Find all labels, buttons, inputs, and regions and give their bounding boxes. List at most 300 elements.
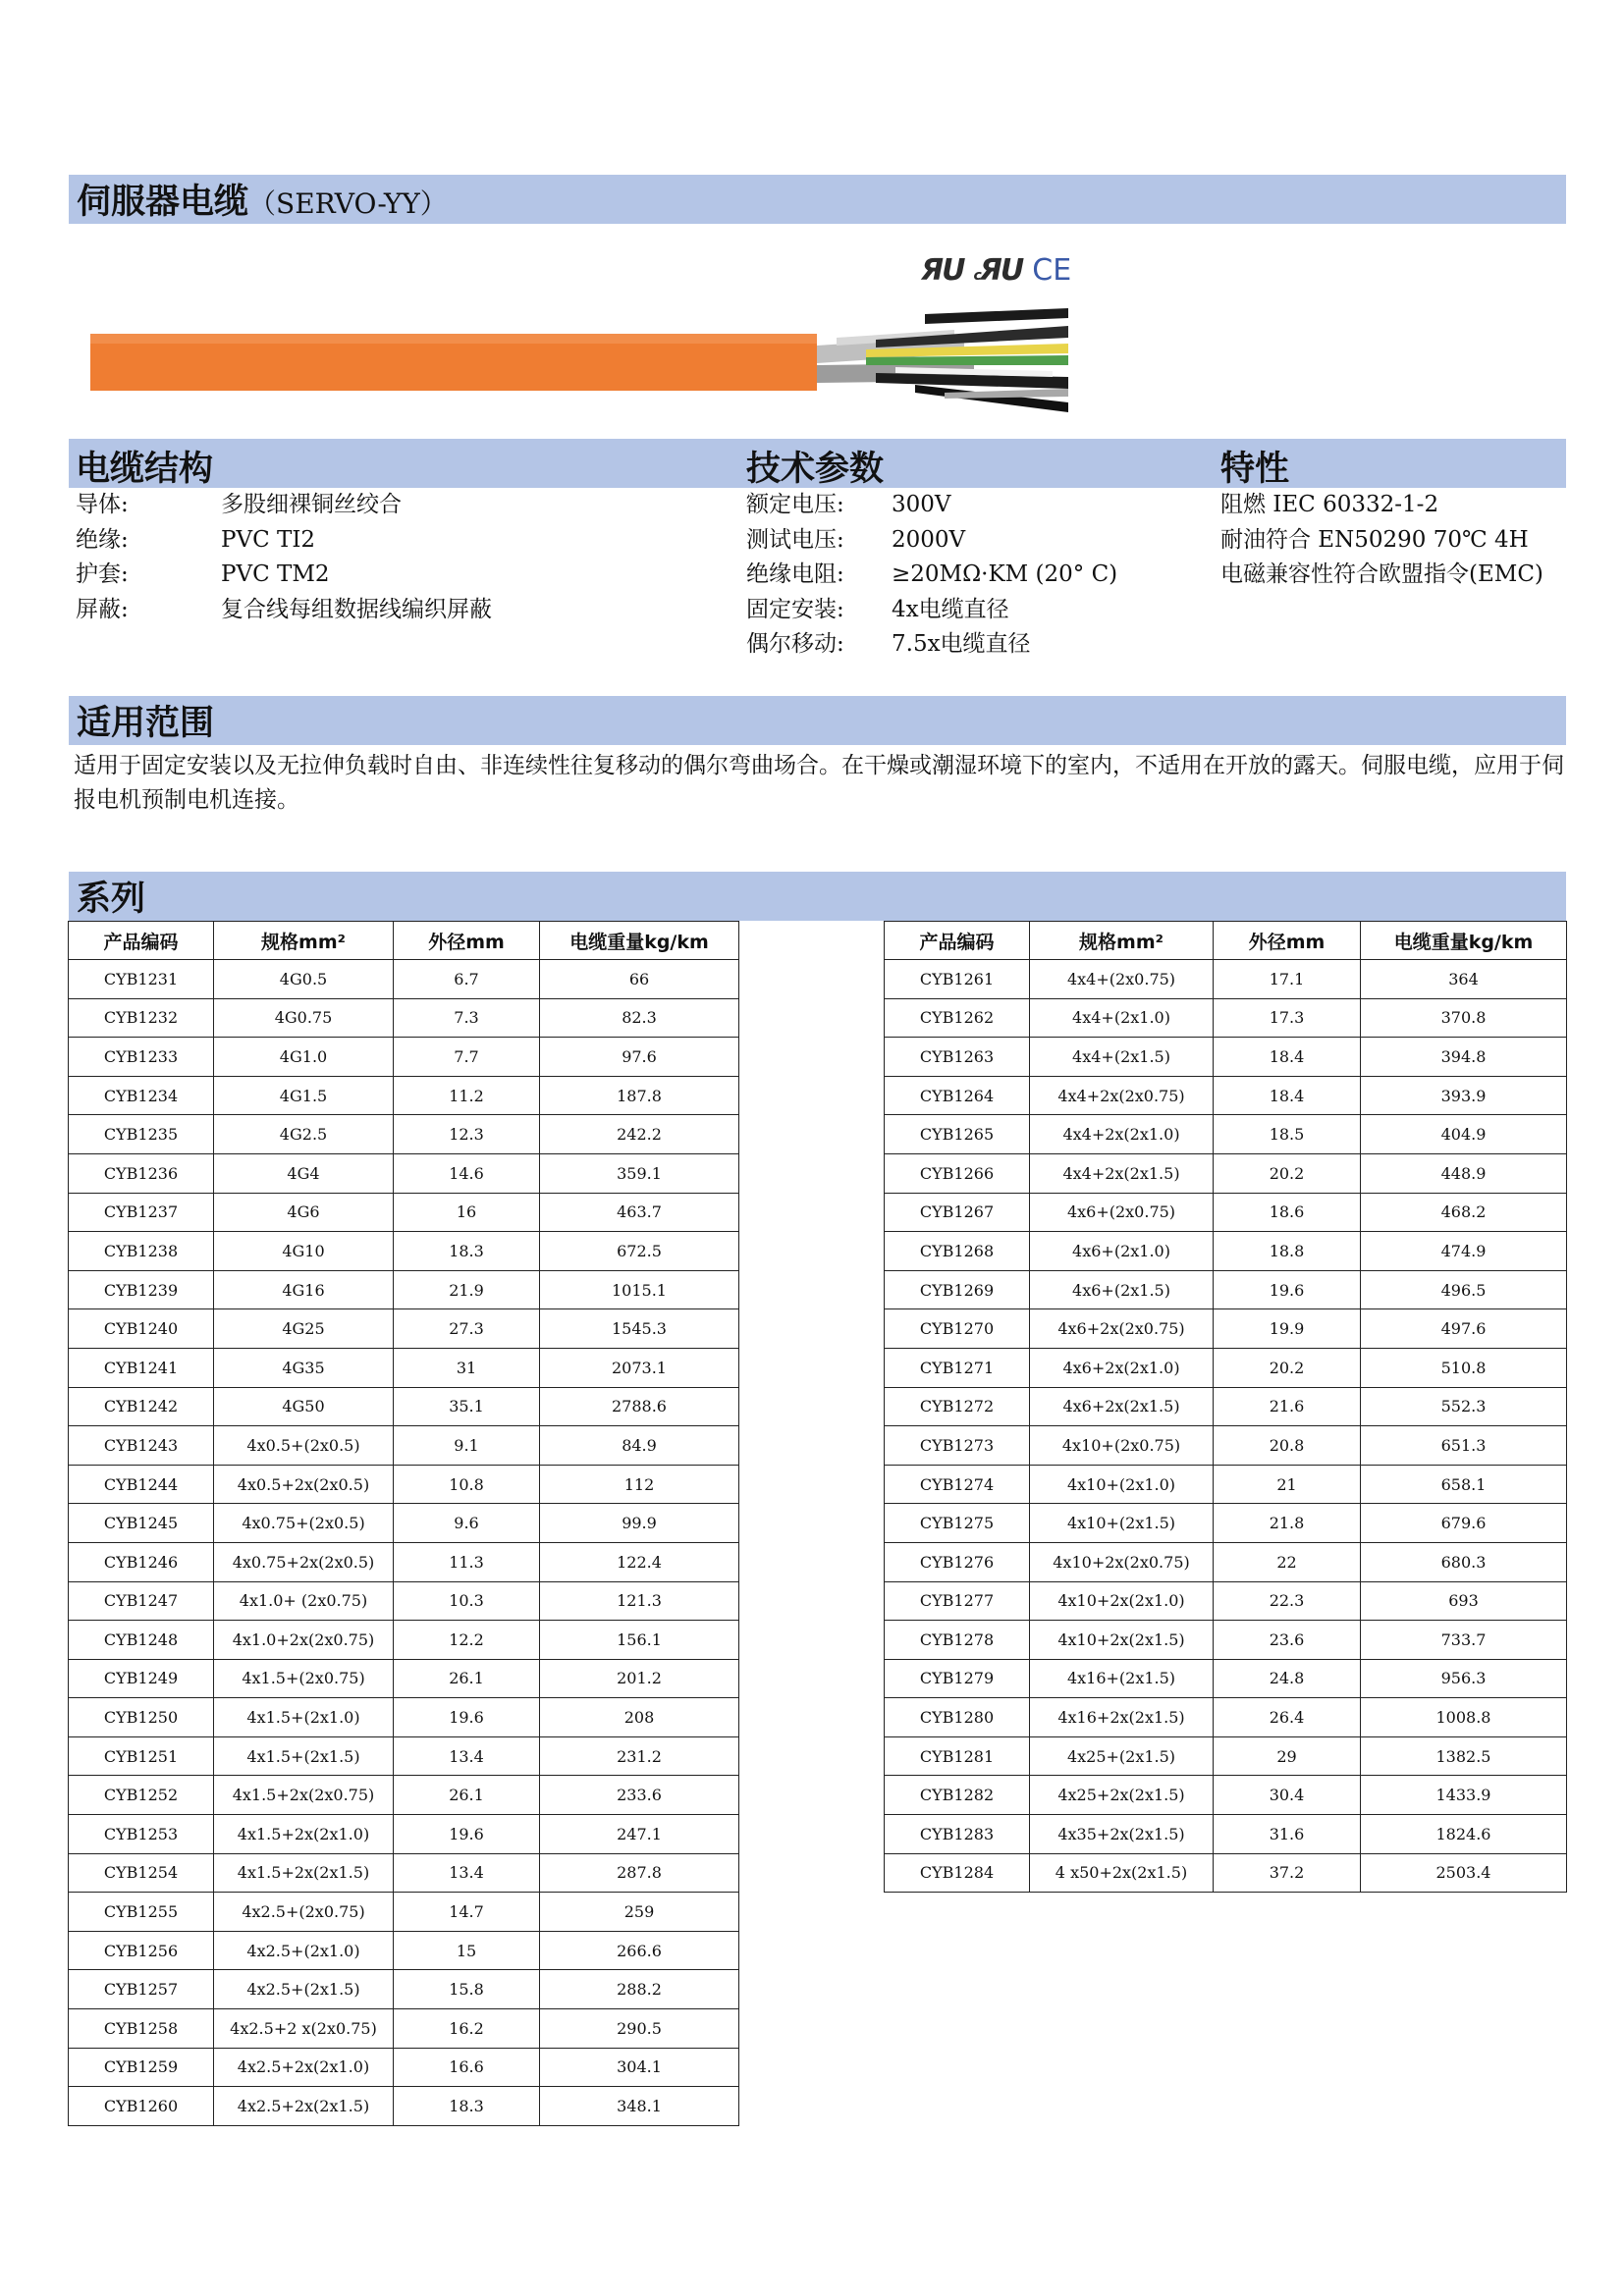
weight-cell: 348.1 xyxy=(540,2087,739,2126)
product-code-cell: CYB1271 xyxy=(885,1348,1030,1387)
table-row xyxy=(885,1193,1567,1232)
weight-cell: 463.7 xyxy=(540,1193,739,1232)
table-row xyxy=(69,1621,739,1660)
weight-cell: 448.9 xyxy=(1361,1153,1567,1193)
weight-cell: 233.6 xyxy=(540,1776,739,1815)
weight-cell: 304.1 xyxy=(540,2048,739,2087)
table-row xyxy=(885,1038,1567,1077)
spec-cell: 4 x50+2x(2x1.5) xyxy=(1030,1853,1214,1893)
weight-cell: 651.3 xyxy=(1361,1426,1567,1466)
cable-cores xyxy=(866,308,1068,412)
outer-diameter-cell: 18.8 xyxy=(1214,1232,1361,1271)
spec-cell: 4G25 xyxy=(214,1309,394,1349)
product-code-cell: CYB1242 xyxy=(69,1387,214,1426)
table-row xyxy=(885,1115,1567,1154)
product-code-cell: CYB1233 xyxy=(69,1038,214,1077)
outer-diameter-cell: 18.4 xyxy=(1214,1076,1361,1115)
weight-cell: 1824.6 xyxy=(1361,1815,1567,1854)
table-row xyxy=(885,1270,1567,1309)
product-code-cell: CYB1253 xyxy=(69,1815,214,1854)
weight-cell: 364 xyxy=(1361,960,1567,999)
table-row xyxy=(885,960,1567,999)
series-table-left xyxy=(68,921,739,2126)
cable-illustration xyxy=(90,294,1068,420)
product-code-cell: CYB1276 xyxy=(885,1542,1030,1581)
spec-cell: 4x6+2x(2x1.0) xyxy=(1030,1348,1214,1387)
product-code-cell: CYB1240 xyxy=(69,1309,214,1349)
weight-cell: 156.1 xyxy=(540,1621,739,1660)
table-row xyxy=(885,1736,1567,1776)
spec-cell: 4x4+(2x0.75) xyxy=(1030,960,1214,999)
usage-header: 适用范围 xyxy=(77,704,215,743)
table-row xyxy=(885,1542,1567,1581)
weight-cell: 1008.8 xyxy=(1361,1698,1567,1737)
spec-cell: 4x10+(2x0.75) xyxy=(1030,1426,1214,1466)
table-row xyxy=(69,1659,739,1698)
spec-cell: 4x1.5+2x(2x0.75) xyxy=(214,1776,394,1815)
technical-row: 固定安装: 4x电缆直径 xyxy=(746,596,1009,622)
spec-cell: 4G0.75 xyxy=(214,998,394,1038)
outer-diameter-cell: 11.2 xyxy=(394,1076,540,1115)
outer-diameter-cell: 26.1 xyxy=(394,1776,540,1815)
table-row xyxy=(69,1970,739,2009)
weight-cell: 208 xyxy=(540,1698,739,1737)
spec-cell: 4x4+2x(2x0.75) xyxy=(1030,1076,1214,1115)
structure-list xyxy=(76,488,492,627)
spec-cell: 4x1.0+2x(2x0.75) xyxy=(214,1621,394,1660)
table-row xyxy=(69,1815,739,1854)
product-code-cell: CYB1264 xyxy=(885,1076,1030,1115)
outer-diameter-cell: 13.4 xyxy=(394,1736,540,1776)
product-code-cell: CYB1270 xyxy=(885,1309,1030,1349)
spec-cell: 4x0.75+2x(2x0.5) xyxy=(214,1542,394,1581)
weight-cell: 84.9 xyxy=(540,1426,739,1466)
outer-diameter-cell: 21.6 xyxy=(1214,1387,1361,1426)
spec-cell: 4G6 xyxy=(214,1193,394,1232)
table-row xyxy=(69,1193,739,1232)
product-code-cell: CYB1269 xyxy=(885,1270,1030,1309)
table-row xyxy=(69,2048,739,2087)
outer-diameter-cell: 21 xyxy=(1214,1465,1361,1504)
outer-diameter-cell: 18.4 xyxy=(1214,1038,1361,1077)
product-code-cell: CYB1257 xyxy=(69,1970,214,2009)
weight-cell: 97.6 xyxy=(540,1038,739,1077)
outer-diameter-cell: 13.4 xyxy=(394,1853,540,1893)
structure-row: 屏蔽: 复合线每组数据线编织屏蔽 xyxy=(76,596,492,622)
outer-diameter-cell: 14.6 xyxy=(394,1153,540,1193)
spec-cell: 4x10+(2x1.5) xyxy=(1030,1504,1214,1543)
table-row xyxy=(69,2087,739,2126)
weight-cell: 1015.1 xyxy=(540,1270,739,1309)
table-row xyxy=(885,1815,1567,1854)
outer-diameter-cell: 10.3 xyxy=(394,1581,540,1621)
outer-diameter-cell: 24.8 xyxy=(1214,1659,1361,1698)
product-code-cell: CYB1273 xyxy=(885,1426,1030,1466)
weight-cell: 370.8 xyxy=(1361,998,1567,1038)
table-row xyxy=(885,1504,1567,1543)
weight-cell: 2073.1 xyxy=(540,1348,739,1387)
table-row xyxy=(69,1893,739,1932)
spec-cell: 4G16 xyxy=(214,1270,394,1309)
spec-cell: 4x16+2x(2x1.5) xyxy=(1030,1698,1214,1737)
product-code-cell: CYB1274 xyxy=(885,1465,1030,1504)
outer-diameter-cell: 18.6 xyxy=(1214,1193,1361,1232)
table-row xyxy=(69,2009,739,2049)
outer-diameter-cell: 22.3 xyxy=(1214,1581,1361,1621)
weight-cell: 66 xyxy=(540,960,739,999)
outer-diameter-cell: 27.3 xyxy=(394,1309,540,1349)
table-row xyxy=(885,1076,1567,1115)
technical-row: 测试电压: 2000V xyxy=(746,526,966,553)
weight-cell: 733.7 xyxy=(1361,1621,1567,1660)
table-row xyxy=(69,1776,739,1815)
outer-diameter-cell: 18.3 xyxy=(394,1232,540,1271)
outer-diameter-cell: 20.8 xyxy=(1214,1426,1361,1466)
spec-cell: 4x4+2x(2x1.5) xyxy=(1030,1153,1214,1193)
table-row xyxy=(69,1270,739,1309)
weight-cell: 99.9 xyxy=(540,1504,739,1543)
weight-cell: 672.5 xyxy=(540,1232,739,1271)
header-spec: 规格mm² xyxy=(1030,922,1214,960)
outer-diameter-cell: 9.1 xyxy=(394,1426,540,1466)
outer-diameter-cell: 16.6 xyxy=(394,2048,540,2087)
spec-cell: 4x6+(2x0.75) xyxy=(1030,1193,1214,1232)
product-code-cell: CYB1241 xyxy=(69,1348,214,1387)
spec-cell: 4x0.5+(2x0.5) xyxy=(214,1426,394,1466)
spec-cell: 4x35+2x(2x1.5) xyxy=(1030,1815,1214,1854)
spec-cell: 4x1.5+(2x1.5) xyxy=(214,1736,394,1776)
spec-cell: 4x4+2x(2x1.0) xyxy=(1030,1115,1214,1154)
spec-cell: 4G35 xyxy=(214,1348,394,1387)
weight-cell: 552.3 xyxy=(1361,1387,1567,1426)
product-code-cell: CYB1235 xyxy=(69,1115,214,1154)
structure-row: 绝缘: PVC TI2 xyxy=(76,526,316,553)
outer-diameter-cell: 19.6 xyxy=(394,1698,540,1737)
structure-header: 电缆结构 xyxy=(76,450,214,489)
weight-cell: 112 xyxy=(540,1465,739,1504)
spec-cell: 4x0.5+2x(2x0.5) xyxy=(214,1465,394,1504)
spec-cell: 4G4 xyxy=(214,1153,394,1193)
weight-cell: 247.1 xyxy=(540,1815,739,1854)
weight-cell: 497.6 xyxy=(1361,1309,1567,1349)
product-code-cell: CYB1256 xyxy=(69,1931,214,1970)
weight-cell: 510.8 xyxy=(1361,1348,1567,1387)
spec-cell: 4x1.5+(2x0.75) xyxy=(214,1659,394,1698)
table-row xyxy=(885,1465,1567,1504)
product-code-cell: CYB1260 xyxy=(69,2087,214,2126)
spec-cell: 4x1.5+(2x1.0) xyxy=(214,1698,394,1737)
table-row xyxy=(69,1465,739,1504)
spec-cell: 4x1.0+ (2x0.75) xyxy=(214,1581,394,1621)
product-code-cell: CYB1265 xyxy=(885,1115,1030,1154)
series-header-bar xyxy=(69,872,1566,921)
outer-diameter-cell: 20.2 xyxy=(1214,1348,1361,1387)
ul-icon: ЯU xyxy=(921,253,964,288)
product-code-cell: CYB1277 xyxy=(885,1581,1030,1621)
header-spec: 规格mm² xyxy=(214,922,394,960)
product-code-cell: CYB1246 xyxy=(69,1542,214,1581)
outer-diameter-cell: 17.3 xyxy=(1214,998,1361,1038)
header-weight: 电缆重量kg/km xyxy=(540,922,739,960)
spec-cell: 4x4+(2x1.0) xyxy=(1030,998,1214,1038)
product-code-cell: CYB1266 xyxy=(885,1153,1030,1193)
table-row xyxy=(69,1038,739,1077)
product-code-cell: CYB1263 xyxy=(885,1038,1030,1077)
spec-cell: 4G1.0 xyxy=(214,1038,394,1077)
outer-diameter-cell: 37.2 xyxy=(1214,1853,1361,1893)
product-code-cell: CYB1252 xyxy=(69,1776,214,1815)
product-code-cell: CYB1268 xyxy=(885,1232,1030,1271)
table-row xyxy=(885,1348,1567,1387)
outer-diameter-cell: 7.7 xyxy=(394,1038,540,1077)
weight-cell: 1433.9 xyxy=(1361,1776,1567,1815)
ce-icon: CE xyxy=(1032,253,1072,288)
outer-diameter-cell: 29 xyxy=(1214,1736,1361,1776)
weight-cell: 693 xyxy=(1361,1581,1567,1621)
product-code-cell: CYB1232 xyxy=(69,998,214,1038)
weight-cell: 259 xyxy=(540,1893,739,1932)
weight-cell: 394.8 xyxy=(1361,1038,1567,1077)
feature-item: 阻燃 IEC 60332-1-2 xyxy=(1220,492,1439,517)
table-row xyxy=(69,1698,739,1737)
product-code-cell: CYB1237 xyxy=(69,1193,214,1232)
weight-cell: 1382.5 xyxy=(1361,1736,1567,1776)
product-code-cell: CYB1236 xyxy=(69,1153,214,1193)
product-code-cell: CYB1284 xyxy=(885,1853,1030,1893)
spec-cell: 4x2.5+2x(2x1.5) xyxy=(214,2087,394,2126)
product-code-cell: CYB1278 xyxy=(885,1621,1030,1660)
spec-cell: 4G50 xyxy=(214,1387,394,1426)
weight-cell: 404.9 xyxy=(1361,1115,1567,1154)
product-code-cell: CYB1249 xyxy=(69,1659,214,1698)
product-code-cell: CYB1247 xyxy=(69,1581,214,1621)
technical-header: 技术参数 xyxy=(746,450,885,489)
spec-cell: 4x10+2x(2x1.0) xyxy=(1030,1581,1214,1621)
spec-cell: 4G2.5 xyxy=(214,1115,394,1154)
table-header-row xyxy=(69,922,739,960)
outer-diameter-cell: 10.8 xyxy=(394,1465,540,1504)
product-code-cell: CYB1250 xyxy=(69,1698,214,1737)
outer-diameter-cell: 12.2 xyxy=(394,1621,540,1660)
outer-diameter-cell: 18.5 xyxy=(1214,1115,1361,1154)
features-list xyxy=(1220,488,1543,593)
product-code-cell: CYB1275 xyxy=(885,1504,1030,1543)
product-code-cell: CYB1261 xyxy=(885,960,1030,999)
weight-cell: 266.6 xyxy=(540,1931,739,1970)
outer-diameter-cell: 17.1 xyxy=(1214,960,1361,999)
product-code-cell: CYB1259 xyxy=(69,2048,214,2087)
outer-diameter-cell: 16 xyxy=(394,1193,540,1232)
weight-cell: 474.9 xyxy=(1361,1232,1567,1271)
weight-cell: 201.2 xyxy=(540,1659,739,1698)
outer-diameter-cell: 23.6 xyxy=(1214,1621,1361,1660)
table-row xyxy=(885,1387,1567,1426)
page-title-main: 伺服器电缆 xyxy=(77,183,249,222)
weight-cell: 290.5 xyxy=(540,2009,739,2049)
table-row xyxy=(69,1504,739,1543)
weight-cell: 679.6 xyxy=(1361,1504,1567,1543)
product-code-cell: CYB1243 xyxy=(69,1426,214,1466)
spec-cell: 4x16+(2x1.5) xyxy=(1030,1659,1214,1698)
product-code-cell: CYB1282 xyxy=(885,1776,1030,1815)
outer-diameter-cell: 7.3 xyxy=(394,998,540,1038)
outer-diameter-cell: 31 xyxy=(394,1348,540,1387)
weight-cell: 242.2 xyxy=(540,1115,739,1154)
product-code-cell: CYB1251 xyxy=(69,1736,214,1776)
spec-cell: 4x0.75+(2x0.5) xyxy=(214,1504,394,1543)
product-code-cell: CYB1239 xyxy=(69,1270,214,1309)
table-row xyxy=(69,1348,739,1387)
weight-cell: 2503.4 xyxy=(1361,1853,1567,1893)
outer-diameter-cell: 14.7 xyxy=(394,1893,540,1932)
outer-diameter-cell: 6.7 xyxy=(394,960,540,999)
weight-cell: 231.2 xyxy=(540,1736,739,1776)
table-row xyxy=(69,1232,739,1271)
product-code-cell: CYB1281 xyxy=(885,1736,1030,1776)
outer-diameter-cell: 9.6 xyxy=(394,1504,540,1543)
technical-list xyxy=(746,488,1117,663)
product-code-cell: CYB1234 xyxy=(69,1076,214,1115)
header-product-code: 产品编码 xyxy=(885,922,1030,960)
outer-diameter-cell: 21.8 xyxy=(1214,1504,1361,1543)
spec-cell: 4G1.5 xyxy=(214,1076,394,1115)
spec-cell: 4x1.5+2x(2x1.5) xyxy=(214,1853,394,1893)
technical-row: 偶尔移动: 7.5x电缆直径 xyxy=(746,631,1031,657)
outer-diameter-cell: 20.2 xyxy=(1214,1153,1361,1193)
product-code-cell: CYB1245 xyxy=(69,1504,214,1543)
certification-marks xyxy=(921,253,1071,288)
outer-diameter-cell: 18.3 xyxy=(394,2087,540,2126)
header-product-code: 产品编码 xyxy=(69,922,214,960)
outer-diameter-cell: 21.9 xyxy=(394,1270,540,1309)
outer-diameter-cell: 22 xyxy=(1214,1542,1361,1581)
outer-diameter-cell: 15.8 xyxy=(394,1970,540,2009)
usage-text: 适用于固定安装以及无拉伸负载时自由、非连续性往复移动的偶尔弯曲场合。在干燥或潮湿环境下的室内，不适用在开放的露天。伺服电缆，应用于伺报电机预制电机连接。 xyxy=(74,753,1564,813)
table-row xyxy=(885,1621,1567,1660)
product-code-cell: CYB1258 xyxy=(69,2009,214,2049)
product-code-cell: CYB1279 xyxy=(885,1659,1030,1698)
table-row xyxy=(69,1076,739,1115)
outer-diameter-cell: 35.1 xyxy=(394,1387,540,1426)
outer-diameter-cell: 30.4 xyxy=(1214,1776,1361,1815)
product-code-cell: CYB1267 xyxy=(885,1193,1030,1232)
outer-diameter-cell: 19.6 xyxy=(394,1815,540,1854)
outer-diameter-cell: 19.9 xyxy=(1214,1309,1361,1349)
weight-cell: 2788.6 xyxy=(540,1387,739,1426)
outer-diameter-cell: 11.3 xyxy=(394,1542,540,1581)
weight-cell: 122.4 xyxy=(540,1542,739,1581)
feature-item: 耐油符合 EN50290 70℃ 4H xyxy=(1220,526,1529,553)
product-code-cell: CYB1244 xyxy=(69,1465,214,1504)
outer-diameter-cell: 16.2 xyxy=(394,2009,540,2049)
spec-cell: 4G10 xyxy=(214,1232,394,1271)
spec-cell: 4x4+(2x1.5) xyxy=(1030,1038,1214,1077)
outer-diameter-cell: 12.3 xyxy=(394,1115,540,1154)
series-table-right xyxy=(884,921,1567,1893)
features-header: 特性 xyxy=(1220,450,1290,489)
product-code-cell: CYB1272 xyxy=(885,1387,1030,1426)
table-row xyxy=(69,1153,739,1193)
table-row xyxy=(885,1698,1567,1737)
weight-cell: 121.3 xyxy=(540,1581,739,1621)
spec-cell: 4x6+2x(2x1.5) xyxy=(1030,1387,1214,1426)
table-row xyxy=(885,1426,1567,1466)
weight-cell: 496.5 xyxy=(1361,1270,1567,1309)
weight-cell: 187.8 xyxy=(540,1076,739,1115)
table-row xyxy=(885,1776,1567,1815)
table-row xyxy=(885,1581,1567,1621)
weight-cell: 1545.3 xyxy=(540,1309,739,1349)
table-row xyxy=(885,998,1567,1038)
page-title-model: （SERVO-YY） xyxy=(248,187,448,220)
table-header-row xyxy=(885,922,1567,960)
table-row xyxy=(69,1931,739,1970)
feature-item: 电磁兼容性符合欧盟指令(EMC) xyxy=(1220,561,1543,587)
product-code-cell: CYB1262 xyxy=(885,998,1030,1038)
structure-row: 导体: 多股细裸铜丝绞合 xyxy=(76,492,402,517)
header-outer-diameter: 外径mm xyxy=(394,922,540,960)
spec-cell: 4x2.5+2 x(2x0.75) xyxy=(214,2009,394,2049)
table-row xyxy=(885,1659,1567,1698)
table-row xyxy=(69,1387,739,1426)
product-code-cell: CYB1255 xyxy=(69,1893,214,1932)
spec-cell: 4x6+(2x1.5) xyxy=(1030,1270,1214,1309)
product-code-cell: CYB1238 xyxy=(69,1232,214,1271)
header-outer-diameter: 外径mm xyxy=(1214,922,1361,960)
weight-cell: 287.8 xyxy=(540,1853,739,1893)
spec-cell: 4x6+(2x1.0) xyxy=(1030,1232,1214,1271)
outer-diameter-cell: 31.6 xyxy=(1214,1815,1361,1854)
spec-cell: 4x2.5+(2x0.75) xyxy=(214,1893,394,1932)
spec-cell: 4x10+(2x1.0) xyxy=(1030,1465,1214,1504)
table-row xyxy=(69,1581,739,1621)
weight-cell: 658.1 xyxy=(1361,1465,1567,1504)
outer-diameter-cell: 15 xyxy=(394,1931,540,1970)
spec-cell: 4x25+2x(2x1.5) xyxy=(1030,1776,1214,1815)
product-code-cell: CYB1280 xyxy=(885,1698,1030,1737)
spec-cell: 4x6+2x(2x0.75) xyxy=(1030,1309,1214,1349)
weight-cell: 82.3 xyxy=(540,998,739,1038)
spec-cell: 4x2.5+2x(2x1.0) xyxy=(214,2048,394,2087)
weight-cell: 680.3 xyxy=(1361,1542,1567,1581)
weight-cell: 393.9 xyxy=(1361,1076,1567,1115)
table-row xyxy=(69,1426,739,1466)
spec-cell: 4x25+(2x1.5) xyxy=(1030,1736,1214,1776)
table-row xyxy=(69,1309,739,1349)
outer-diameter-cell: 26.4 xyxy=(1214,1698,1361,1737)
structure-row: 护套: PVC TM2 xyxy=(76,561,330,587)
product-code-cell: CYB1254 xyxy=(69,1853,214,1893)
spec-cell: 4x2.5+(2x1.0) xyxy=(214,1931,394,1970)
technical-row: 绝缘电阻: ≥20MΩ·KM (20° C) xyxy=(746,561,1118,587)
weight-cell: 956.3 xyxy=(1361,1659,1567,1698)
spec-cell: 4x1.5+2x(2x1.0) xyxy=(214,1815,394,1854)
table-row xyxy=(69,960,739,999)
spec-cell: 4G0.5 xyxy=(214,960,394,999)
spec-cell: 4x10+2x(2x0.75) xyxy=(1030,1542,1214,1581)
usage-header-bar xyxy=(69,696,1566,745)
table-row xyxy=(885,1853,1567,1893)
table-row xyxy=(69,1736,739,1776)
product-code-cell: CYB1248 xyxy=(69,1621,214,1660)
outer-diameter-cell: 26.1 xyxy=(394,1659,540,1698)
table-row xyxy=(69,998,739,1038)
weight-cell: 359.1 xyxy=(540,1153,739,1193)
table-row xyxy=(885,1309,1567,1349)
cul-icon: cЯU xyxy=(973,253,1023,288)
outer-diameter-cell: 19.6 xyxy=(1214,1270,1361,1309)
spec-cell: 4x10+2x(2x1.5) xyxy=(1030,1621,1214,1660)
